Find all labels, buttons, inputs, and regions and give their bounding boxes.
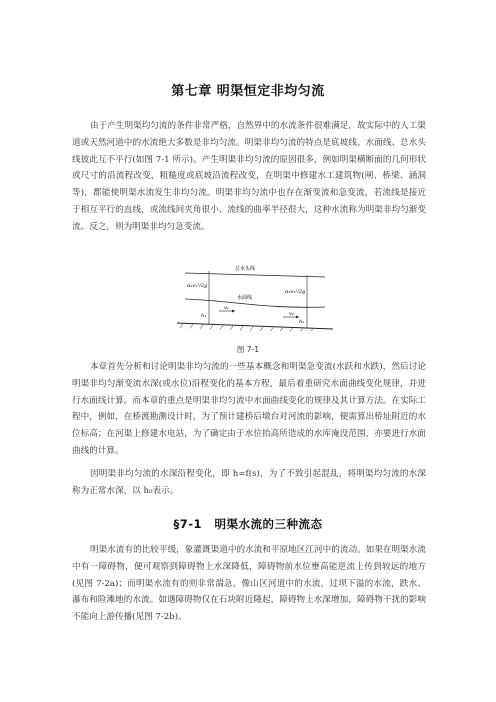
water-surface-label: 水面线: [237, 295, 253, 301]
figure-caption: 图 7-1: [236, 345, 260, 354]
v1-head-label: α₁v₁²/2g: [187, 283, 208, 289]
h1-label: h₁: [201, 313, 207, 319]
v1-label: v₁: [224, 305, 229, 311]
chapter-title: 第七章 明渠恒定非均匀流: [171, 84, 325, 99]
section-paragraph-1: 明渠水流有的比较平缓，象灌溉渠道中的水流和平原地区江河中的流动。如果在明渠水流中有一障碍物，便可观察到障碍物上水深降低，障碍物前水位壅高能逆流上传到较远的地方(见图 7-2a)；而明渠水流有的则非常湍急，像山区河道中的水流，过坝下溢的水流，跌水、瀑布和险滩地的水流。如遇障碍物仅在石块附近隆起，障碍物上水深增加，障碍物干扰的影响不能向上游传播(见图 7-2b)。: [72, 545, 426, 623]
intro-paragraph-2: 本章首先分析和讨论明渠非均匀流的一些基本概念和明渠急变流(水跃和水跌)，然后讨论明渠非均匀渐变流水深(或水位)沿程变化的基本方程，最后着重研究水面曲线变化规律，并进行水面线计算。而本章的重点是明渠非均匀流中水面曲线变化的规律及其计算方法。在实际工程中，例如，在桥渡勘测设计时，为了预计建桥后墩台对河流的影响，便需算出桥址附近的水位标高；在河渠上修建水电站，为了确定由于水位抬高所造成的水库淹没范围，亦要进行水面曲线的计算。: [72, 362, 426, 456]
section-heading: [0, 516, 496, 532]
v2-head-label: α₂v₂²/2g: [285, 289, 306, 295]
section-number: §7-1: [173, 517, 202, 531]
total-head-line: [185, 273, 325, 277]
intro-paragraph-1: 由于产生明渠均匀流的条件非常严格，自然界中的水流条件很难满足，故实际中的人工渠道或天然河道中的水流绝大多数是非均匀流。明渠非均匀流的特点是底坡线、水面线、总水头线彼此互不平行(如图 7-1 所示)。产生明渠非均匀流的原因很多，例如明渠横断面的几何形状或尺寸的沿流程改变，粗糙度或底坡沿流程改变，在明渠中修建水工建筑物(闸、桥梁、涵洞等)，都能使明渠水流发生非均匀流。明渠非均匀流中也存在渐变流和急变流，若流线是接近于相互平行的直线，或流线间夹角很小、流线的曲率半径很大，这种水流称为明渠非均匀渐变流。反之，则为明渠非均匀急变流。: [72, 121, 426, 232]
v2-label: v₂: [289, 311, 294, 317]
h2-label: h₂: [299, 319, 305, 325]
intro-paragraph-3: 因明渠非均匀流的水深沿程变化，即 h=f(s)，为了不致引起混乱，将明渠均匀流的水深称为正常水深，以 h₀表示。: [72, 469, 426, 496]
total-head-label: 总水头线: [235, 266, 256, 272]
section-title: 明渠水流的三种流态: [214, 517, 323, 531]
figure-7-1-diagram: [175, 263, 335, 331]
water-surface-line: [185, 299, 325, 307]
